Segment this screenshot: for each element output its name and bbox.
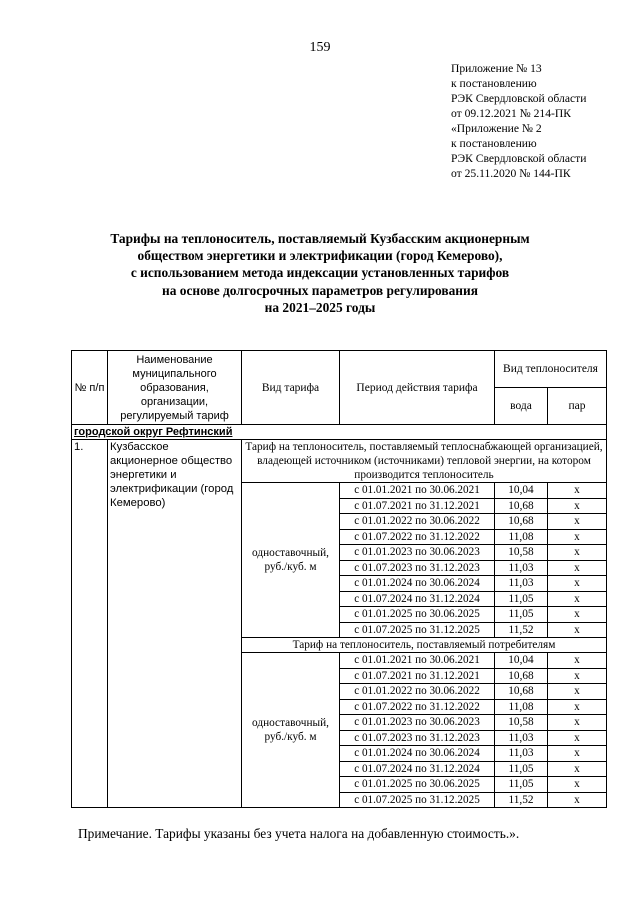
header-period: Период действия тарифа [340, 351, 495, 425]
appendix-line: от 09.12.2021 № 214-ПК [451, 107, 571, 120]
steam-value: х [548, 622, 607, 638]
steam-value: х [548, 529, 607, 545]
steam-value: х [548, 576, 607, 592]
steam-value: х [548, 792, 607, 808]
org-name: Кузбасское акционерное общество энергетики и электрификации (город Кемерово) [108, 440, 242, 808]
period-cell: с 01.07.2023 по 31.12.2023 [340, 560, 495, 576]
steam-value: х [548, 514, 607, 530]
steam-value: х [548, 730, 607, 746]
water-value: 11,03 [495, 560, 548, 576]
tariff-table [71, 350, 607, 808]
period-cell: с 01.01.2025 по 30.06.2025 [340, 777, 495, 793]
title-line: на основе долгосрочных параметров регулирования [162, 282, 478, 298]
period-cell: с 01.07.2025 по 31.12.2025 [340, 792, 495, 808]
steam-value: х [548, 699, 607, 715]
period-cell: с 01.07.2022 по 31.12.2022 [340, 529, 495, 545]
steam-value: х [548, 777, 607, 793]
period-cell: с 01.07.2023 по 31.12.2023 [340, 730, 495, 746]
period-cell: с 01.01.2022 по 30.06.2022 [340, 514, 495, 530]
water-value: 11,03 [495, 746, 548, 762]
water-value: 11,05 [495, 761, 548, 777]
water-value: 10,68 [495, 514, 548, 530]
header-water: вода [495, 388, 548, 425]
water-value: 10,68 [495, 498, 548, 514]
org-number: 1. [72, 440, 108, 808]
water-value: 10,68 [495, 684, 548, 700]
period-cell: с 01.07.2024 по 31.12.2024 [340, 591, 495, 607]
title-line: обществом энергетики и электрификации (город Кемерово), [137, 248, 503, 264]
header-row [72, 351, 607, 388]
water-value: 11,52 [495, 622, 548, 638]
period-cell: с 01.07.2025 по 31.12.2025 [340, 622, 495, 638]
title-line: на 2021–2025 годы [264, 299, 376, 315]
steam-value: х [548, 498, 607, 514]
page-number: 159 [309, 40, 331, 55]
water-value: 11,08 [495, 699, 548, 715]
header-name: Наименование муниципального образования, организации, регулируемый тариф [108, 351, 242, 425]
section-title-row [72, 440, 607, 483]
appendix-line: к постановлению [451, 137, 537, 150]
section-title: Тариф на теплоноситель, поставляемый теплоснабжающей организацией, владеющей источником (источниками) тепловой энергии, на котором производится теплоноситель [242, 440, 607, 483]
region-name: городской округ Рефтинский [72, 425, 607, 440]
header-carrier: Вид теплоносителя [495, 351, 607, 388]
document-title [0, 230, 640, 316]
header-num: № п/п [72, 351, 108, 425]
tariff-type: одноставочный, руб./куб. м [242, 483, 340, 638]
steam-value: х [548, 591, 607, 607]
appendix-current [451, 61, 586, 121]
water-value: 11,52 [495, 792, 548, 808]
footnote: Примечание. Тарифы указаны без учета налога на добавленную стоимость.». [78, 826, 520, 841]
steam-value: х [548, 746, 607, 762]
steam-value: х [548, 715, 607, 731]
period-cell: с 01.07.2021 по 31.12.2021 [340, 668, 495, 684]
appendix-line: от 25.11.2020 № 144-ПК [451, 167, 571, 180]
period-cell: с 01.01.2021 по 30.06.2021 [340, 653, 495, 669]
section-title: Тариф на теплоноситель, поставляемый потребителям [242, 638, 607, 653]
water-value: 11,05 [495, 777, 548, 793]
water-value: 11,08 [495, 529, 548, 545]
title-line: с использованием метода индексации установленных тарифов [130, 265, 510, 281]
steam-value: х [548, 653, 607, 669]
appendix-line: РЭК Свердловской области [451, 92, 587, 105]
steam-value: х [548, 483, 607, 499]
water-value: 10,58 [495, 715, 548, 731]
period-cell: с 01.01.2023 по 30.06.2023 [340, 715, 495, 731]
period-cell: с 01.01.2021 по 30.06.2021 [340, 483, 495, 499]
steam-value: х [548, 545, 607, 561]
period-cell: с 01.07.2022 по 31.12.2022 [340, 699, 495, 715]
header-tariff-type: Вид тарифа [242, 351, 340, 425]
water-value: 10,04 [495, 483, 548, 499]
water-value: 10,04 [495, 653, 548, 669]
appendix-line: РЭК Свердловской области [451, 152, 587, 165]
region-row [72, 425, 607, 440]
period-cell: с 01.01.2022 по 30.06.2022 [340, 684, 495, 700]
water-value: 11,03 [495, 576, 548, 592]
period-cell: с 01.01.2024 по 30.06.2024 [340, 746, 495, 762]
period-cell: с 01.01.2023 по 30.06.2023 [340, 545, 495, 561]
period-cell: с 01.01.2024 по 30.06.2024 [340, 576, 495, 592]
period-cell: с 01.07.2024 по 31.12.2024 [340, 761, 495, 777]
water-value: 10,68 [495, 668, 548, 684]
header-steam: пар [548, 388, 607, 425]
appendix-line: Приложение № 13 [451, 62, 542, 75]
appendix-previous [451, 121, 586, 181]
steam-value: х [548, 684, 607, 700]
steam-value: х [548, 560, 607, 576]
period-cell: с 01.01.2025 по 30.06.2025 [340, 607, 495, 623]
steam-value: х [548, 668, 607, 684]
water-value: 10,58 [495, 545, 548, 561]
steam-value: х [548, 761, 607, 777]
steam-value: х [548, 607, 607, 623]
tariff-type: одноставочный, руб./куб. м [242, 653, 340, 808]
appendix-line: к постановлению [451, 77, 537, 90]
period-cell: с 01.07.2021 по 31.12.2021 [340, 498, 495, 514]
water-value: 11,05 [495, 607, 548, 623]
water-value: 11,03 [495, 730, 548, 746]
appendix-line: «Приложение № 2 [451, 122, 542, 135]
water-value: 11,05 [495, 591, 548, 607]
title-line: Тарифы на теплоноситель, поставляемый Кузбасским акционерным [110, 231, 530, 246]
